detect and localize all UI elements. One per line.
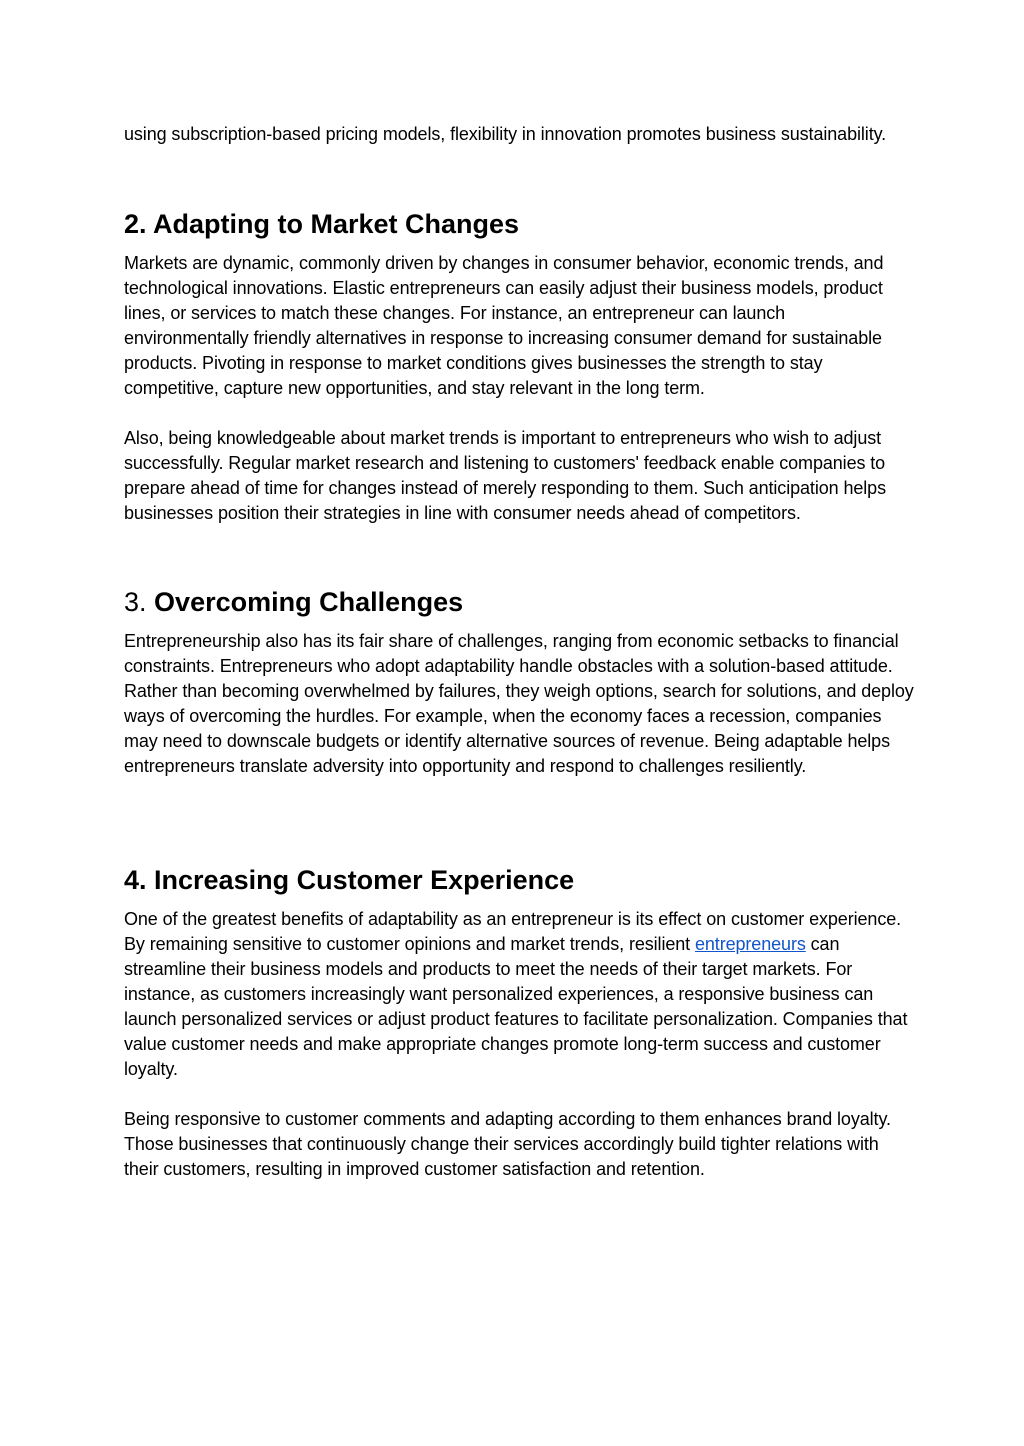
section-3-paragraph-1: Entrepreneurship also has its fair share of challenges, ranging from economic setbacks to financial constraints. Entrepreneurs who adopt adaptability handle obstacles with a solution-based attitude. Rather than becoming overwhelmed by failures, they weigh options, search for solutions, and deploy ways of overcoming the hurdles. For example, when the economy faces a recession, companies may need to downscale budgets or identify alternative sources of revenue. Being adaptable helps entrepreneurs translate adversity into opportunity and respond to challenges resiliently. xyxy=(124,631,914,776)
section-4-paragraph-1-part-b: can streamline their business models and products to meet the needs of their target markets. For instance, as customers increasingly want personalized experiences, a responsive business can launch personalized services or adjust product features to facilitate personalization. Companies that value customer needs and make appropriate changes promote long-term success and customer loyalty. xyxy=(124,934,908,1079)
section-3-heading-number: 3. xyxy=(124,587,147,617)
document-page xyxy=(124,122,914,1182)
section-4-paragraph-1 xyxy=(124,907,914,1082)
section-2-paragraph-1: Markets are dynamic, commonly driven by changes in consumer behavior, economic trends, and technological innovations. Elastic entrepreneurs can easily adjust their business models, product lines, or services to match these changes. For instance, an entrepreneur can launch environmentally friendly alternatives in response to increasing consumer demand for sustainable products. Pivoting in response to market conditions gives businesses the strength to stay competitive, capture new opportunities, and stay relevant in the long term. xyxy=(124,253,884,398)
intro-paragraph-tail: using subscription-based pricing models, flexibility in innovation promotes business sustainability. xyxy=(124,124,887,144)
section-2-paragraph-2: Also, being knowledgeable about market trends is important to entrepreneurs who wish to adjust successfully. Regular market research and listening to customers' feedback enable companies to prepare ahead of time for changes instead of merely responding to them. Such anticipation helps businesses position their strategies in line with consumer needs ahead of competitors. xyxy=(124,428,886,523)
section-4-paragraph-1-part-a: One of the greatest benefits of adaptability as an entrepreneur is its effect on customer experience. By remaining sensitive to customer opinions and market trends, resilient xyxy=(124,909,902,954)
section-3-heading xyxy=(124,585,914,619)
section-4-paragraph-2: Being responsive to customer comments and adapting according to them enhances brand loyalty. Those businesses that continuously change their services accordingly build tighter relations with their customers, resulting in improved customer satisfaction and retention. xyxy=(124,1109,891,1179)
section-2-heading: 2. Adapting to Market Changes xyxy=(124,209,520,239)
section-3-heading-text: Overcoming Challenges xyxy=(154,587,464,617)
entrepreneurs-link[interactable]: entrepreneurs xyxy=(694,934,806,954)
section-4-heading: 4. Increasing Customer Experience xyxy=(124,865,575,895)
